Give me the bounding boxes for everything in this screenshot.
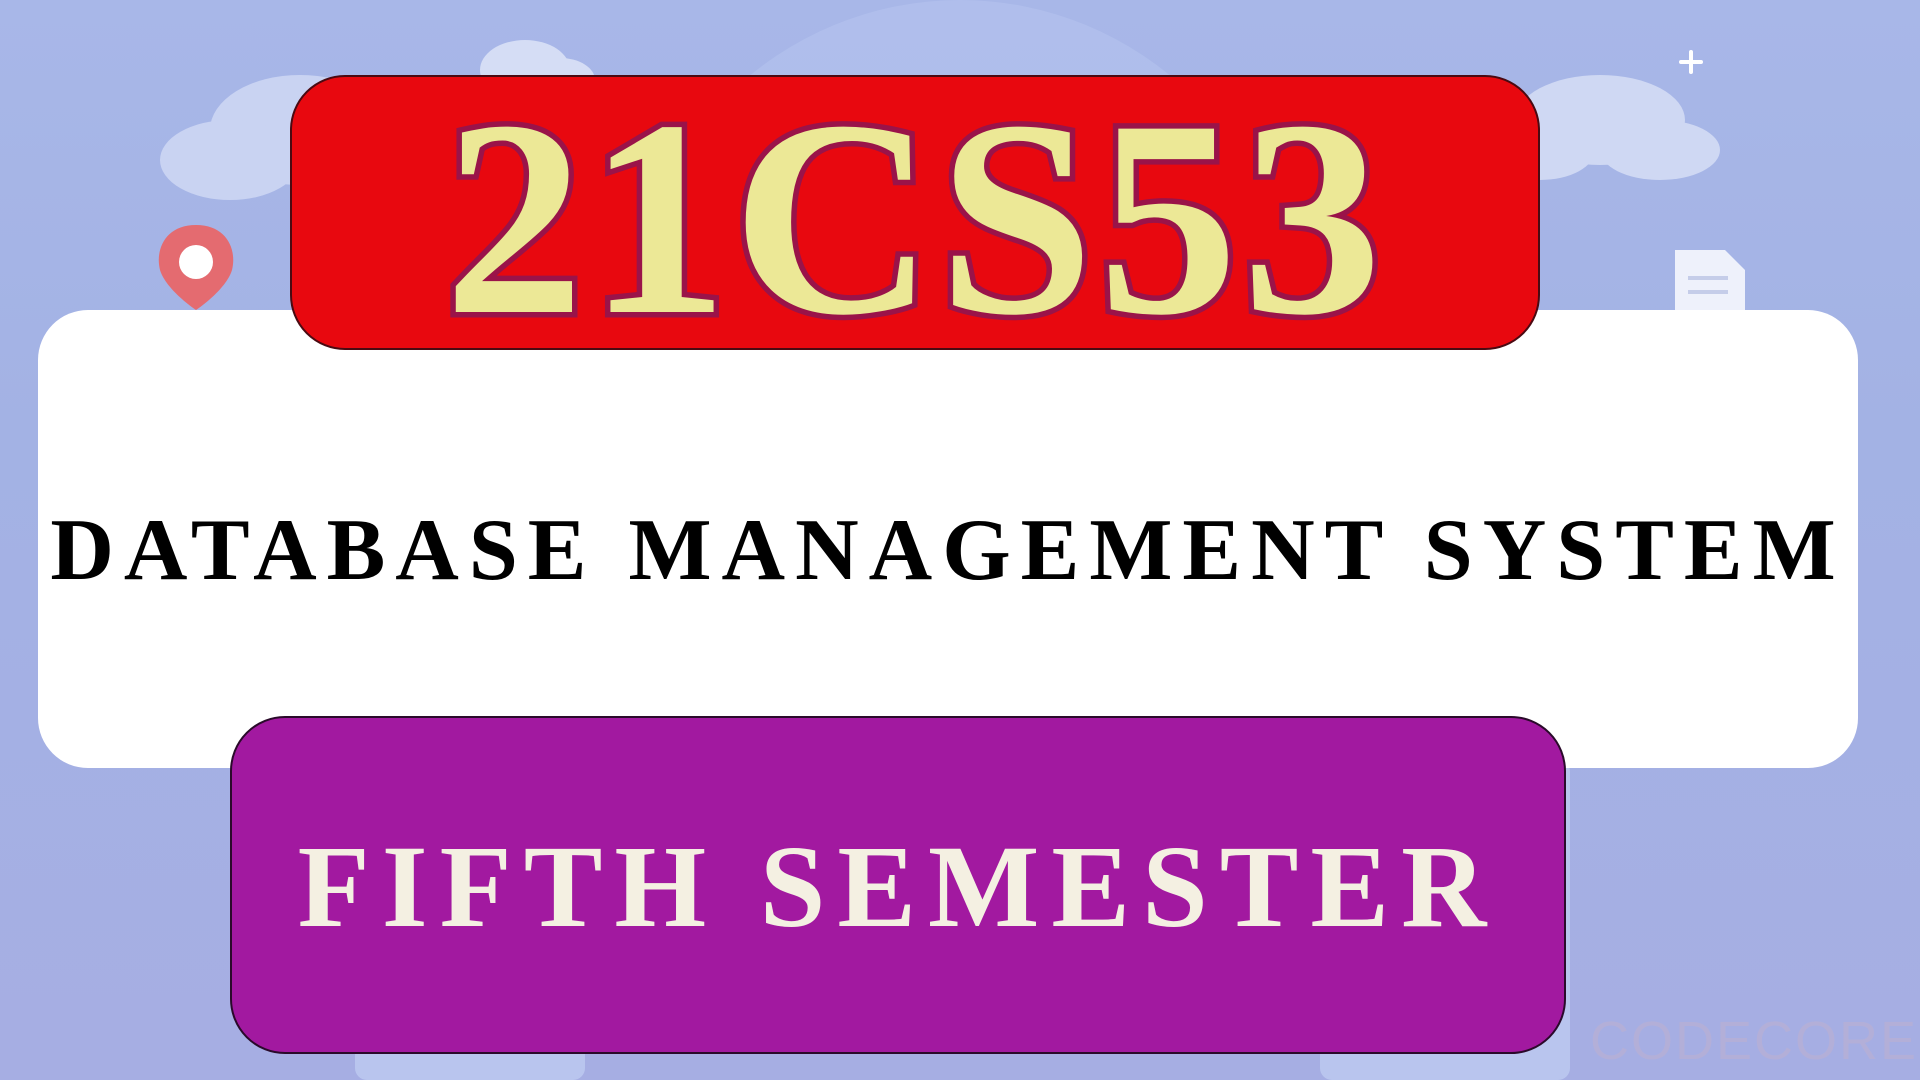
sparkle-icon [1681, 52, 1701, 72]
course-code-badge [290, 61, 1540, 373]
document-icon [1675, 250, 1745, 315]
semester-badge [230, 716, 1566, 1054]
location-pin-icon [159, 225, 233, 310]
semester-label: FIFTH SEMESTER [297, 821, 1499, 952]
watermark: CODECORE [1590, 1011, 1919, 1071]
course-code: 21CS53 [444, 61, 1386, 373]
subject-title: DATABASE MANAGEMENT SYSTEM [50, 502, 1846, 599]
